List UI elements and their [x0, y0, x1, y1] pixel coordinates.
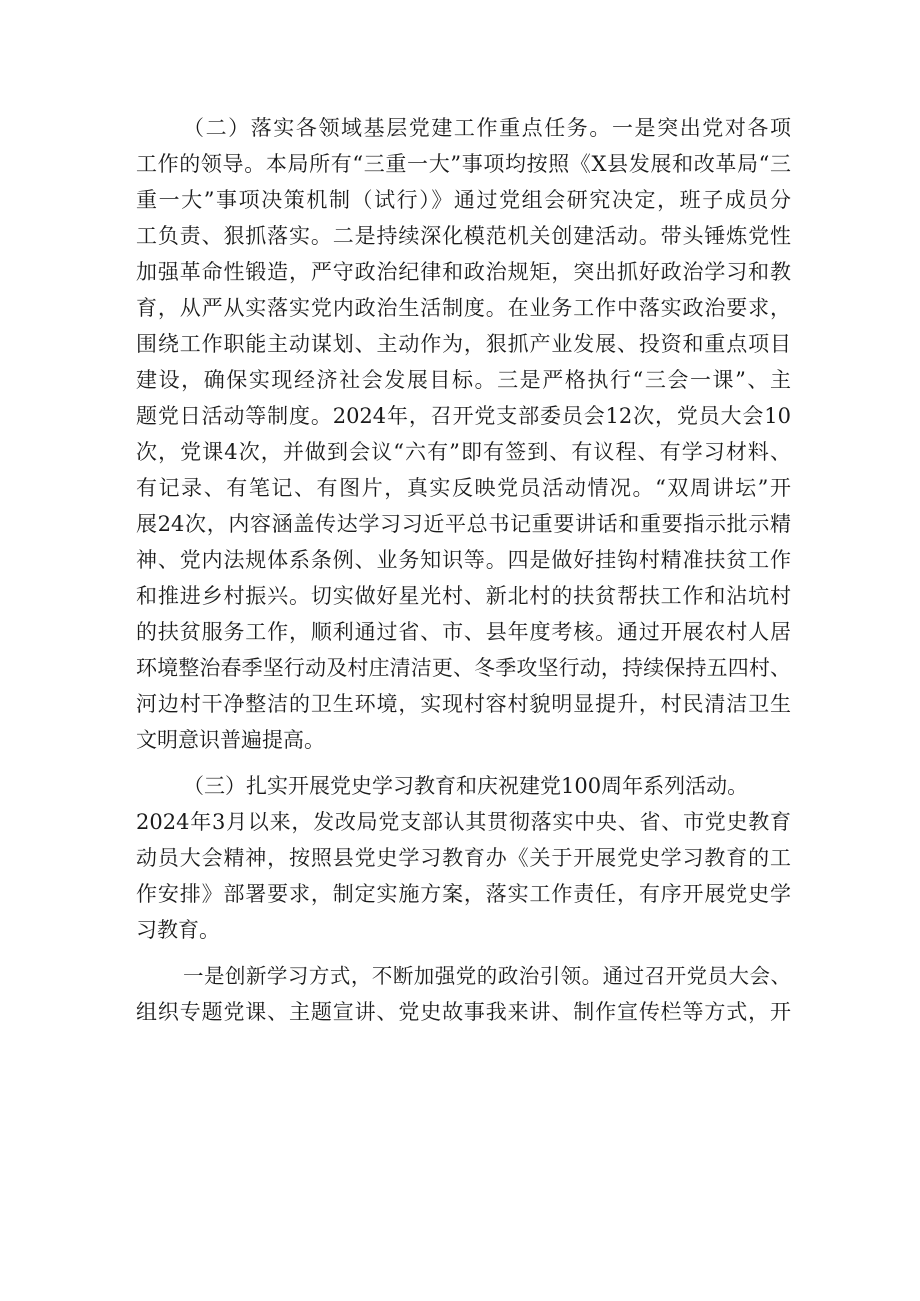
- text-line: 建设，确保实现经济社会发展目标。三是严格执行“三会一课”、主: [136, 368, 791, 392]
- text-line: （二）落实各领域基层党建工作重点任务。一是突出党对各项: [183, 116, 791, 140]
- text-line: 文明意识普遍提高。: [136, 728, 325, 752]
- text-line: 工负责、狠抓落实。二是持续深化模范机关创建活动。带头锤炼党性: [136, 224, 791, 248]
- text-line: 动员大会精神，按照县党史学习教育办《关于开展党史学习教育的工: [136, 846, 791, 870]
- text-line: （三）扎实开展党史学习教育和庆祝建党100周年系列活动。: [183, 774, 749, 798]
- text-line: 次，党课4次，并做到会议“六有”即有签到、有议程、有学习材料、: [136, 440, 791, 464]
- text-line: 工作的领导。本局所有“三重一大”事项均按照《X县发展和改革局“三: [136, 152, 791, 176]
- text-line: 习教育。: [136, 918, 220, 942]
- text-line: 一是创新学习方式，不断加强党的政治引领。通过召开党员大会、: [183, 964, 791, 988]
- text-line: 环境整治春季坚行动及村庄清洁更、冬季攻坚行动，持续保持五四村、: [136, 656, 791, 680]
- text-line: 和推进乡村振兴。切实做好星光村、新北村的扶贫帮扶工作和沾坑村: [136, 584, 791, 608]
- text-line: 围绕工作职能主动谋划、主动作为，狠抓产业发展、投资和重点项目: [136, 332, 791, 356]
- text-line: 作安排》部署要求，制定实施方案，落实工作责任，有序开展党史学: [136, 882, 791, 906]
- text-line: 河边村干净整洁的卫生环境，实现村容村貌明显提升，村民清洁卫生: [136, 692, 791, 716]
- text-line: 展24次，内容涵盖传达学习习近平总书记重要讲话和重要指示批示精: [136, 512, 791, 536]
- text-line: 2024年3月以来，发改局党支部认其贯彻落实中央、省、市党史教育: [136, 810, 791, 834]
- text-line: 的扶贫服务工作，顺利通过省、市、县年度考核。通过开展农村人居: [136, 620, 791, 644]
- text-line: 有记录、有笔记、有图片，真实反映党员活动情况。“双周讲坛”开: [136, 476, 791, 500]
- text-line: 组织专题党课、主题宣讲、党史故事我来讲、制作宣传栏等方式，开: [136, 1000, 791, 1024]
- text-line: 题党日活动等制度。2024年，召开党支部委员会12次，党员大会10: [136, 404, 791, 428]
- text-line: 加强革命性锻造，严守政治纪律和政治规矩，突出抓好政治学习和教: [136, 260, 791, 284]
- text-line: 重一大”事项决策机制（试行）》通过党组会研究决定，班子成员分: [136, 188, 791, 212]
- text-line: 神、党内法规体系条例、业务知识等。四是做好挂钩村精准扶贫工作: [136, 548, 791, 572]
- text-line: 育，从严从实落实党内政治生活制度。在业务工作中落实政治要求，: [136, 296, 791, 320]
